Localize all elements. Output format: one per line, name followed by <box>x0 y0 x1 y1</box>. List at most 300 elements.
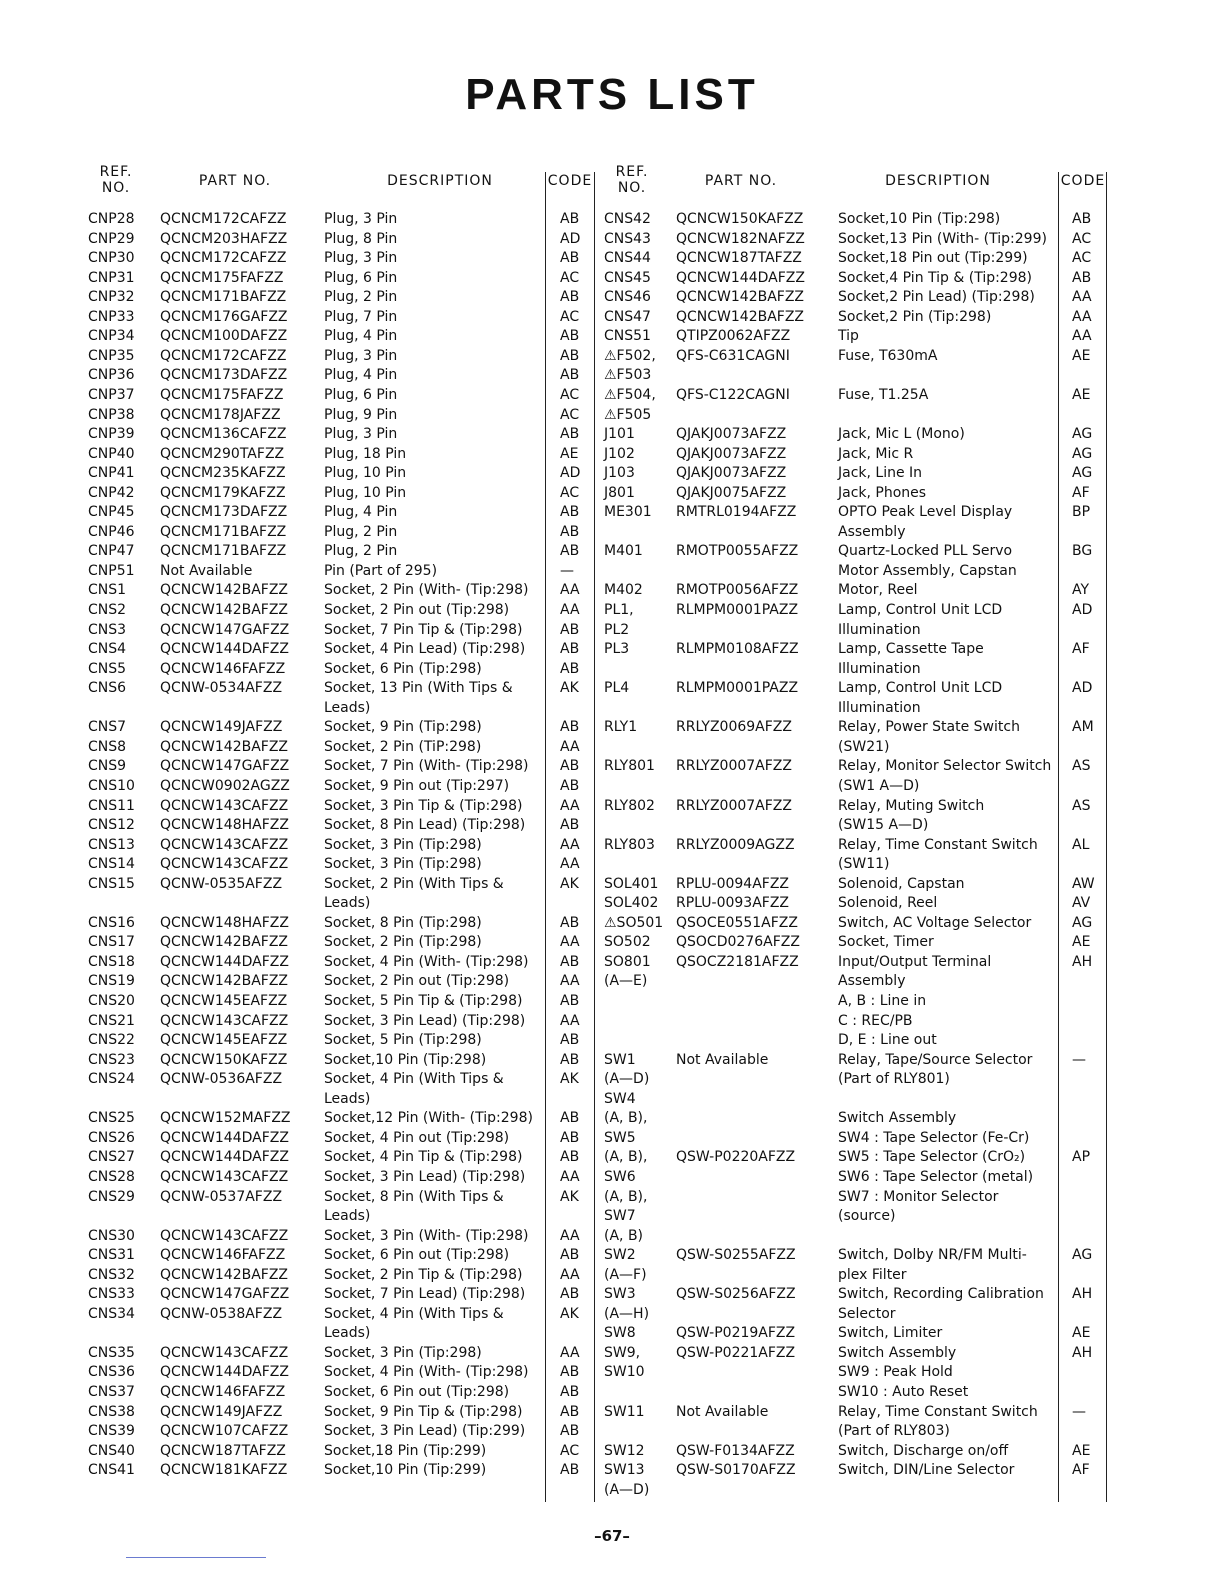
description-cell: Quartz-Locked PLL Servo <box>838 543 1013 560</box>
description-cell: Socket,10 Pin (Tip:298) <box>324 1051 487 1068</box>
description-cell: Socket, 3 Pin (With- (Tip:298) <box>324 1227 529 1244</box>
table-row <box>0 523 1224 542</box>
code-cell: AA <box>560 856 580 873</box>
description-cell: Fuse, T1.25A <box>838 386 929 403</box>
description-cell: Socket, 2 Pin (With Tips & <box>324 875 504 892</box>
code-cell: AA <box>1072 289 1092 306</box>
part-no-cell: QSW-P0221AFZZ <box>676 1344 796 1361</box>
ref-cell: CNS27 <box>88 1149 135 1166</box>
description-cell: Socket, 7 Pin Lead) (Tip:298) <box>324 1286 526 1303</box>
part-no-cell: QCNCM172CAFZZ <box>160 250 287 267</box>
ref-cell: CNP30 <box>88 250 135 267</box>
description-cell: Socket, 8 Pin (With Tips & <box>324 1188 504 1205</box>
description-cell: Plug, 3 Pin <box>324 211 398 227</box>
description-cell: Motor, Reel <box>838 582 918 599</box>
code-cell: AA <box>1072 308 1092 325</box>
table-row <box>0 1403 1224 1422</box>
code-cell: AB <box>560 953 580 970</box>
ref-cell: CNS39 <box>88 1423 135 1440</box>
ref-cell: SW2 <box>604 1247 636 1264</box>
part-no-cell: QCNCW152MAFZZ <box>160 1110 291 1127</box>
description-cell: Socket, 2 Pin (Tip:298) <box>324 934 482 951</box>
ref-cell: (A—D) <box>604 1481 650 1498</box>
description-cell: Switch, AC Voltage Selector <box>838 914 1032 931</box>
table-row <box>0 953 1224 972</box>
part-no-cell: QCNCW144DAFZZ <box>160 1129 289 1146</box>
description-cell: Lamp, Cassette Tape <box>838 641 984 658</box>
description-cell: Motor Assembly, Capstan <box>838 562 1017 579</box>
description-cell: Switch Assembly <box>838 1344 957 1361</box>
code-cell: AA <box>560 836 580 853</box>
header-description-right: DESCRIPTION <box>885 173 991 189</box>
code-cell: AA <box>560 602 580 618</box>
ref-cell: (A—F) <box>604 1266 647 1283</box>
ref-cell: CNS37 <box>88 1384 135 1400</box>
description-cell: Illumination <box>838 660 921 677</box>
ref-cell: CNS28 <box>88 1168 135 1185</box>
part-no-cell: QCNCW143CAFZZ <box>160 797 289 814</box>
part-no-cell: QCNCW150KAFZZ <box>160 1051 288 1068</box>
ref-cell: CNP41 <box>88 465 135 482</box>
description-cell: Illumination <box>838 621 921 638</box>
part-no-cell: QFS-C631CAGNI <box>676 347 790 364</box>
part-no-cell: QCNCW146FAFZZ <box>160 1384 286 1400</box>
code-cell: AC <box>560 386 580 403</box>
ref-cell: CNP45 <box>88 504 135 521</box>
description-cell: Socket, 5 Pin (Tip:298) <box>324 1032 482 1049</box>
table-row <box>0 1246 1224 1265</box>
code-cell: AC <box>1072 230 1092 247</box>
description-cell: Leads) <box>324 699 371 716</box>
ref-cell: SW7 <box>604 1208 636 1225</box>
part-no-cell: RRLYZ0007AFZZ <box>676 758 792 775</box>
ref-cell: CNP46 <box>88 523 135 540</box>
description-cell: Socket, 3 Pin (Tip:298) <box>324 856 482 873</box>
ref-cell: PL1, <box>604 602 634 618</box>
ref-cell: CNS2 <box>88 602 127 618</box>
part-no-cell: QSW-P0219AFZZ <box>676 1325 796 1342</box>
ref-cell: CNS44 <box>604 250 651 267</box>
ref-cell: CNS40 <box>88 1442 135 1459</box>
ref-cell: ⚠F503 <box>604 367 652 384</box>
description-cell: (SW11) <box>838 856 890 873</box>
ref-cell: CNS6 <box>88 680 127 697</box>
ref-cell: CNS32 <box>88 1266 135 1283</box>
part-no-cell: QCNCW181KAFZZ <box>160 1462 288 1479</box>
description-cell: Socket, 3 Pin (Tip:298) <box>324 836 482 853</box>
code-cell: AB <box>560 1149 580 1166</box>
part-no-cell: QCNW-0534AFZZ <box>160 680 283 697</box>
ref-cell: J101 <box>604 426 635 443</box>
ref-cell: SOL401 <box>604 875 659 892</box>
ref-cell: CNS13 <box>88 836 135 853</box>
description-cell: Socket,2 Pin (Tip:298) <box>838 308 992 325</box>
table-row <box>0 1461 1224 1480</box>
ref-cell: CNP47 <box>88 543 135 560</box>
description-cell: (SW21) <box>838 738 890 755</box>
description-cell: Tip <box>838 328 859 345</box>
table-row <box>0 836 1224 855</box>
code-cell: AA <box>1072 328 1092 345</box>
ref-cell: CNS14 <box>88 856 135 873</box>
code-cell: AS <box>1072 758 1091 775</box>
table-row <box>0 621 1224 640</box>
table-row <box>0 894 1224 913</box>
code-cell: AE <box>1072 934 1091 951</box>
description-cell: (SW15 A—D) <box>838 817 929 834</box>
code-cell: AB <box>560 1129 580 1146</box>
description-cell: Socket, 4 Pin (With- (Tip:298) <box>324 953 529 970</box>
description-cell: Plug, 2 Pin <box>324 543 398 560</box>
ref-cell: CNP40 <box>88 445 135 462</box>
table-row <box>0 425 1224 444</box>
description-cell: SW5 : Tape Selector (CrO₂) <box>838 1149 1026 1166</box>
table-row <box>0 288 1224 307</box>
description-cell: (Part of RLY801) <box>838 1071 950 1088</box>
part-no-cell: Not Available <box>676 1403 769 1420</box>
ref-cell: CNP29 <box>88 230 135 247</box>
header-part-no-right: PART NO. <box>704 173 778 189</box>
ref-cell: CNS31 <box>88 1247 135 1264</box>
part-no-cell: QCNCW142BAFZZ <box>676 308 805 325</box>
description-cell: Jack, Line In <box>838 465 923 482</box>
description-cell: Switch, Discharge on/off <box>838 1442 1009 1459</box>
description-cell: Assembly <box>838 523 906 540</box>
description-cell: Assembly <box>838 973 906 990</box>
description-cell: Socket, Timer <box>838 934 934 951</box>
ref-cell: ME301 <box>604 504 652 521</box>
description-cell: Socket, 9 Pin out (Tip:297) <box>324 777 510 794</box>
ref-cell: CNS11 <box>88 797 135 814</box>
table-row <box>0 406 1224 425</box>
table-row <box>0 308 1224 327</box>
ref-cell: J103 <box>604 465 635 482</box>
code-cell: AC <box>560 308 580 325</box>
part-no-cell: RRLYZ0069AFZZ <box>676 719 792 736</box>
code-cell: AB <box>560 817 580 834</box>
description-cell: Socket, 5 Pin Tip & (Tip:298) <box>324 993 523 1009</box>
part-no-cell: QCNCW144DAFZZ <box>160 1364 289 1381</box>
code-cell: AB <box>560 1247 580 1264</box>
header-ref-no-right: REF. NO. <box>615 164 649 196</box>
description-cell: Leads) <box>324 1090 371 1107</box>
ref-cell: CNS20 <box>88 993 135 1009</box>
table-row <box>0 562 1224 581</box>
description-cell: A, B : Line in <box>838 993 927 1009</box>
table-row <box>0 484 1224 503</box>
code-cell: AE <box>1072 347 1091 364</box>
code-cell: AA <box>560 973 580 990</box>
description-cell: Socket,10 Pin (Tip:298) <box>838 211 1001 227</box>
ref-cell: CNS51 <box>604 328 651 345</box>
ref-cell: CNS30 <box>88 1227 135 1244</box>
part-no-cell: QCNCM172CAFZZ <box>160 211 287 227</box>
description-cell: Plug, 2 Pin <box>324 523 398 540</box>
ref-cell: SO502 <box>604 934 651 951</box>
part-no-cell: QCNCW150KAFZZ <box>676 211 804 227</box>
code-cell: AC <box>560 484 580 501</box>
table-row <box>0 816 1224 835</box>
part-no-cell: QCNCW142BAFZZ <box>160 602 289 618</box>
ref-cell: CNP34 <box>88 328 135 345</box>
code-cell: AB <box>560 914 580 931</box>
ref-cell: SO801 <box>604 953 651 970</box>
part-no-cell: QCNCM173DAFZZ <box>160 504 288 521</box>
header-code-left: CODE <box>547 173 593 189</box>
part-no-cell: QCNCM173DAFZZ <box>160 367 288 384</box>
description-cell: Relay, Power State Switch <box>838 719 1020 736</box>
ref-cell: SW13 <box>604 1462 645 1479</box>
part-no-cell: QSW-P0220AFZZ <box>676 1149 796 1166</box>
description-cell: Switch, Dolby NR/FM Multi- <box>838 1247 1027 1264</box>
part-no-cell: QCNW-0537AFZZ <box>160 1188 283 1205</box>
part-no-cell: QCNCW146FAFZZ <box>160 660 286 677</box>
code-cell: AB <box>560 1051 580 1068</box>
table-row <box>0 249 1224 268</box>
ref-cell: CNP32 <box>88 289 135 306</box>
part-no-cell: RLMPM0001PAZZ <box>676 602 799 618</box>
ref-cell: (A—D) <box>604 1071 650 1088</box>
description-cell: Input/Output Terminal <box>838 953 992 970</box>
table-row <box>0 1207 1224 1226</box>
description-cell: Solenoid, Capstan <box>838 875 965 892</box>
ref-cell: CNS45 <box>604 269 651 286</box>
ref-cell: CNP36 <box>88 367 135 384</box>
description-cell: Socket, 4 Pin Tip & (Tip:298) <box>324 1149 523 1166</box>
part-no-cell: RLMPM0001PAZZ <box>676 680 799 697</box>
description-cell: (SW1 A—D) <box>838 777 920 794</box>
part-no-cell: QCNCW148HAFZZ <box>160 817 289 834</box>
description-cell: Socket, 2 Pin out (Tip:298) <box>324 973 510 990</box>
code-cell: AF <box>1072 1462 1090 1479</box>
part-no-cell: QCNCW142BAFZZ <box>160 934 289 951</box>
code-cell: AB <box>1072 269 1092 286</box>
table-row <box>0 1031 1224 1050</box>
code-cell: AB <box>560 250 580 267</box>
table-row <box>0 347 1224 366</box>
code-cell: AC <box>560 269 580 286</box>
code-cell: AS <box>1072 797 1091 814</box>
code-cell: AC <box>560 406 580 423</box>
description-cell: Socket, 3 Pin Lead) (Tip:299) <box>324 1423 526 1440</box>
ref-cell: ⚠F502, <box>604 347 656 364</box>
code-cell: AK <box>560 1071 579 1088</box>
code-cell: AF <box>1072 641 1090 658</box>
table-row <box>0 679 1224 698</box>
part-no-cell: QSW-S0170AFZZ <box>676 1462 796 1479</box>
code-cell: AK <box>560 875 579 892</box>
description-cell: Pin (Part of 295) <box>324 562 438 579</box>
code-cell: AB <box>560 777 580 794</box>
table-row <box>0 1090 1224 1109</box>
code-cell: AB <box>560 719 580 736</box>
ref-cell: SW11 <box>604 1403 645 1420</box>
description-cell: Relay, Monitor Selector Switch <box>838 758 1052 775</box>
code-cell: AB <box>1072 211 1092 227</box>
code-cell: AB <box>560 1423 580 1440</box>
description-cell: Plug, 3 Pin <box>324 347 398 364</box>
description-cell: Socket,18 Pin out (Tip:299) <box>838 250 1028 267</box>
code-cell: AA <box>560 1227 580 1244</box>
table-row <box>0 1442 1224 1461</box>
code-cell: AB <box>560 758 580 775</box>
description-cell: Switch, DIN/Line Selector <box>838 1462 1015 1479</box>
description-cell: Relay, Time Constant Switch <box>838 1403 1038 1420</box>
table-row <box>0 1012 1224 1031</box>
table-row <box>0 464 1224 483</box>
table-row <box>0 210 1224 229</box>
table-row <box>0 1324 1224 1343</box>
table-row <box>0 757 1224 776</box>
ref-cell: SW12 <box>604 1442 645 1459</box>
ref-cell: (A, B) <box>604 1227 644 1244</box>
ref-cell: (A, B), <box>604 1110 648 1127</box>
code-cell: AA <box>560 738 580 755</box>
ref-cell: SW1 <box>604 1051 636 1068</box>
part-no-cell: QJAKJ0073AFZZ <box>676 465 787 482</box>
code-cell: AP <box>1072 1149 1091 1166</box>
part-no-cell: QCNCM100DAFZZ <box>160 328 288 345</box>
part-no-cell: QCNCW142BAFZZ <box>160 1266 289 1283</box>
ref-cell: SW10 <box>604 1364 645 1381</box>
ref-cell: CNS41 <box>88 1462 135 1479</box>
ref-cell: ⚠F505 <box>604 406 652 423</box>
part-no-cell: QCNCW187TAFZZ <box>676 250 802 267</box>
description-cell: Socket, 3 Pin Tip & (Tip:298) <box>324 797 523 814</box>
part-no-cell: RMTRL0194AFZZ <box>676 504 797 521</box>
code-cell: AA <box>560 1012 580 1029</box>
description-cell: Switch, Limiter <box>838 1325 943 1342</box>
code-cell: AF <box>1072 484 1090 501</box>
table-row <box>0 875 1224 894</box>
ref-cell: CNP42 <box>88 484 135 501</box>
description-cell: SW7 : Monitor Selector <box>838 1188 999 1205</box>
code-cell: AB <box>560 1032 580 1049</box>
description-cell: Lamp, Control Unit LCD <box>838 680 1003 697</box>
part-no-cell: QSW-S0255AFZZ <box>676 1247 796 1264</box>
description-cell: Switch, Recording Calibration <box>838 1286 1044 1303</box>
code-cell: — <box>1072 1403 1086 1420</box>
header-description-left: DESCRIPTION <box>387 173 493 189</box>
code-cell: AG <box>1072 1247 1093 1264</box>
description-cell: Socket,13 Pin (With- (Tip:299) <box>838 230 1047 247</box>
table-row <box>0 797 1224 816</box>
code-cell: AA <box>560 1266 580 1283</box>
code-cell: AA <box>560 797 580 814</box>
description-cell: Socket, 6 Pin (Tip:298) <box>324 660 482 677</box>
ref-cell: CNS7 <box>88 719 127 736</box>
part-no-cell: QCNCW147GAFZZ <box>160 621 290 638</box>
part-no-cell: QSW-S0256AFZZ <box>676 1286 796 1303</box>
code-cell: AE <box>1072 1325 1091 1342</box>
code-cell: AG <box>1072 465 1093 482</box>
code-cell: AE <box>1072 1442 1091 1459</box>
ref-cell: (A—H) <box>604 1305 650 1322</box>
ref-cell: CNS9 <box>88 758 127 775</box>
description-cell: D, E : Line out <box>838 1032 937 1049</box>
code-cell: AB <box>560 328 580 345</box>
ref-cell: CNS5 <box>88 660 127 677</box>
ref-cell: CNS3 <box>88 621 127 638</box>
code-cell: AH <box>1072 1286 1093 1303</box>
part-no-cell: QCNW-0535AFZZ <box>160 875 283 892</box>
ref-cell: SW8 <box>604 1325 636 1342</box>
part-no-cell: QCNW-0536AFZZ <box>160 1071 283 1088</box>
table-row <box>0 1481 1224 1500</box>
code-cell: AE <box>560 445 579 462</box>
part-no-cell: QFS-C122CAGNI <box>676 386 790 403</box>
part-no-cell: QCNCW182NAFZZ <box>676 230 805 247</box>
code-cell: AD <box>560 465 581 482</box>
part-no-cell: QCNCW143CAFZZ <box>160 1012 289 1029</box>
description-cell: Leads) <box>324 895 371 912</box>
description-cell: Socket, 3 Pin (Tip:298) <box>324 1344 482 1361</box>
ref-cell: SW9, <box>604 1344 641 1361</box>
description-cell: Socket, 2 Pin out (Tip:298) <box>324 602 510 618</box>
description-cell: Plug, 2 Pin <box>324 289 398 306</box>
part-no-cell: QCNCM235KAFZZ <box>160 465 286 482</box>
ref-cell: (A, B), <box>604 1188 648 1205</box>
description-cell: Socket, 6 Pin out (Tip:298) <box>324 1384 510 1400</box>
part-no-cell: QCNCM175FAFZZ <box>160 386 284 403</box>
part-no-cell: QTIPZ0062AFZZ <box>676 328 791 345</box>
ref-cell: CNS43 <box>604 230 651 247</box>
part-no-cell: QCNCW144DAFZZ <box>160 953 289 970</box>
part-no-cell: QSOCE0551AFZZ <box>676 914 798 931</box>
ref-cell: RLY801 <box>604 758 655 775</box>
part-no-cell: QCNCW143CAFZZ <box>160 1227 289 1244</box>
code-cell: AK <box>560 1305 579 1322</box>
description-cell: Plug, 7 Pin <box>324 308 398 325</box>
code-cell: AA <box>560 934 580 951</box>
description-cell: Plug, 18 Pin <box>324 445 407 462</box>
part-no-cell: QCNCM171BAFZZ <box>160 289 287 306</box>
description-cell: Socket, 3 Pin Lead) (Tip:298) <box>324 1012 526 1029</box>
code-cell: AB <box>560 993 580 1009</box>
table-row <box>0 503 1224 522</box>
description-cell: Socket, 8 Pin (Tip:298) <box>324 914 482 931</box>
part-no-cell: QCNCW149JAFZZ <box>160 1403 283 1420</box>
ref-cell: CNS23 <box>88 1051 135 1068</box>
part-no-cell: QCNCW144DAFZZ <box>160 641 289 658</box>
code-cell: AG <box>1072 914 1093 931</box>
code-cell: BP <box>1072 504 1091 521</box>
code-cell: AB <box>560 660 580 677</box>
table-row <box>0 1109 1224 1128</box>
description-cell: Plug, 4 Pin <box>324 328 398 345</box>
code-cell: AA <box>560 1344 580 1361</box>
part-no-cell: QCNCW142BAFZZ <box>160 973 289 990</box>
part-no-cell: QCNCW142BAFZZ <box>676 289 805 306</box>
table-row <box>0 1383 1224 1402</box>
ref-cell: CNS18 <box>88 953 135 970</box>
part-no-cell: QCNCW144DAFZZ <box>676 269 805 286</box>
code-cell: AG <box>1072 426 1093 443</box>
code-cell: AB <box>560 523 580 540</box>
code-cell: AM <box>1072 719 1094 736</box>
table-row <box>0 660 1224 679</box>
code-cell: — <box>560 562 574 579</box>
part-no-cell: RMOTP0055AFZZ <box>676 543 799 560</box>
description-cell: Jack, Mic L (Mono) <box>838 426 965 443</box>
ref-cell: PL2 <box>604 621 630 638</box>
code-cell: AB <box>560 211 580 227</box>
description-cell: Socket, 4 Pin Lead) (Tip:298) <box>324 641 526 658</box>
code-cell: AB <box>560 1462 580 1479</box>
ref-cell: CNS17 <box>88 934 135 951</box>
table-row <box>0 738 1224 757</box>
ref-cell: RLY1 <box>604 719 638 736</box>
